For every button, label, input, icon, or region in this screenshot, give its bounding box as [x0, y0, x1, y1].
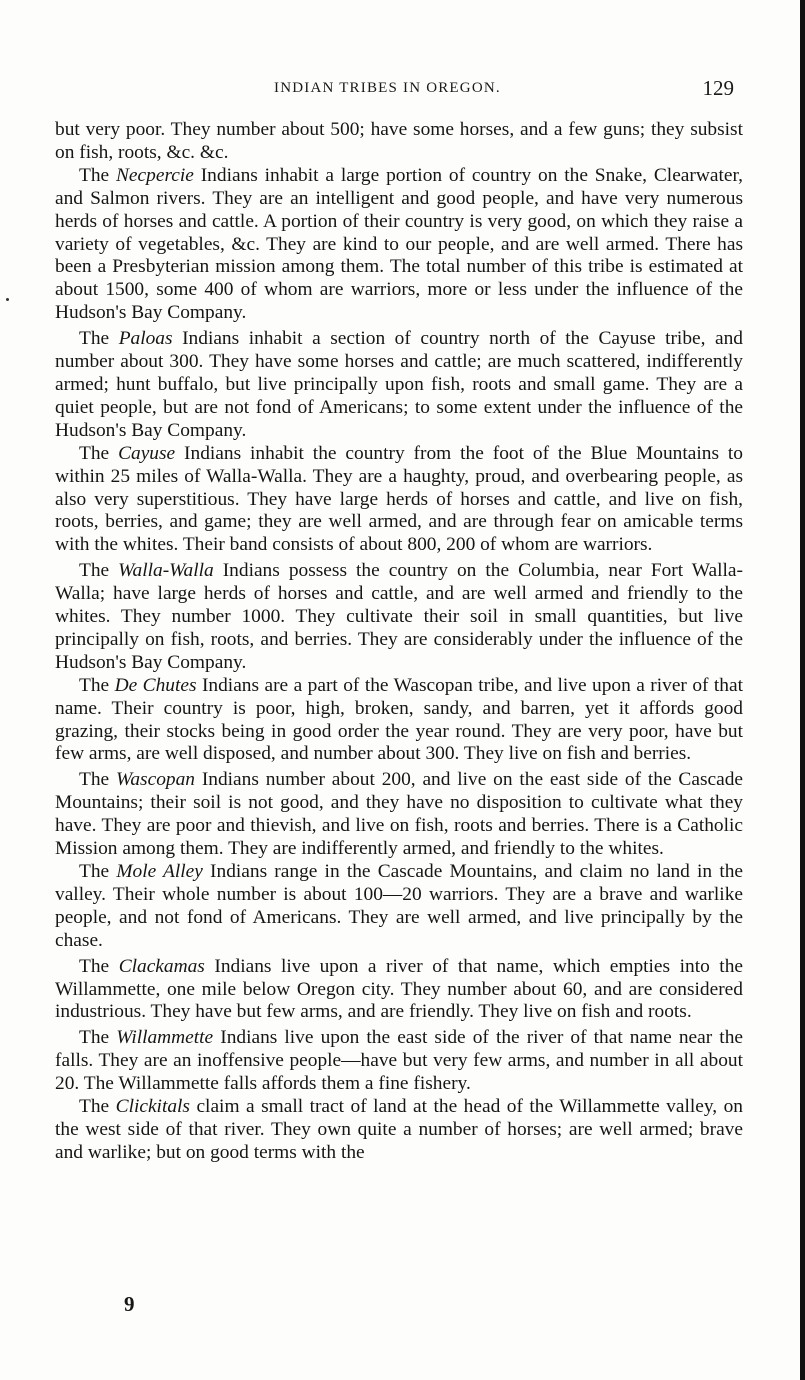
- tribe-name: Necpercie: [116, 164, 194, 186]
- tribe-name: Willammette: [116, 1027, 214, 1049]
- paragraph-continuation: but very poor. They number about 500; have some horses, and a few guns; they subsist on fish, roots, &c. &c.: [55, 119, 743, 163]
- body-text: [55, 119, 743, 1165]
- margin-speck: [6, 298, 9, 301]
- paragraph-walla-walla: The Walla-Walla Indians possess the country on the Columbia, near Fort Walla-Walla; have large herds of horses and cattle, and are well armed and friendly to the whites. They number 1000. They cultivate their soil in small quantities, but live principally on fish, roots, and berries. They are considerably under the influence of the Hudson's Bay Company.: [55, 560, 743, 673]
- tribe-name: Clickitals: [115, 1096, 190, 1118]
- paragraph-mole-alley: The Mole Alley Indians range in the Cascade Mountains, and claim no land in the valley. Their whole number is about 100—20 warriors. They are a brave and warlike people, and not fond of Americans. They are well armed, and live principally by the chase.: [55, 861, 744, 951]
- paragraph-clackamas: The Clackamas Indians live upon a river of that name, which empties into the Willammette, one mile below Oregon city. They number about 60, and are considered industrious. They have but few arms, and are friendly. They live on fish and roots.: [55, 955, 743, 1023]
- running-title: INDIAN TRIBES IN OREGON.: [274, 80, 501, 96]
- paragraph-cayuse: The Cayuse Indians inhabit the country from the foot of the Blue Mountains to within 25 miles of Walla-Walla. They are a haughty, proud, and overbearing people, as also very superstitious. They have large herds of horses and cattle, and live on fish, roots, berries, and game; they are well armed, and are through fear on amicable terms with the whites. Their band consists of about 800, 200 of whom are warriors.: [55, 442, 743, 556]
- paragraph-de-chutes: The De Chutes Indians are a part of the Wascopan tribe, and live upon a river of that name. Their country is poor, high, broken, sandy, and barren, yet it affords good grazing, their stocks being in good order the year round. They are very poor, have but few arms, are well disposed, and number about 300. They live on fish and berries.: [55, 674, 743, 765]
- tribe-name: Mole Alley: [116, 861, 203, 882]
- tribe-name: Paloas: [118, 328, 173, 350]
- paragraph-necpercie: The Necpercie Indians inhabit a large portion of country on the Snake, Clearwater, and Salmon rivers. They are an intelligent and good people, and have very numerous herds of horses and cattle. A portion of their country is very good, on which they raise a variety of vegetables, &c. They are kind to our people, and are well armed. There has been a Presbyterian mission among them. The total number of this tribe is estimated at about 1500, some 400 of whom are warriors, more or less under the influence of the Hudson's Bay Company.: [55, 164, 743, 324]
- page-number: 129: [702, 76, 734, 100]
- paragraph-paloas: The Paloas Indians inhabit a section of country north of the Cayuse tribe, and number about 300. They have some horses and cattle; are much scattered, indifferently armed; hunt buffalo, but live principally upon fish, roots and small game. They are a quiet people, but are not fond of Americans; to some extent under the influence of the Hudson's Bay Company.: [55, 328, 743, 441]
- page-header: [60, 76, 740, 102]
- paragraph-wascopan: The Wascopan Indians number about 200, and live on the east side of the Cascade Mountains; their soil is not good, and they have no disposition to cultivate what they have. They are poor and thievish, and live on fish, roots and berries. There is a Catholic Mission among them. They are indifferently armed, and friendly to the whites.: [55, 769, 744, 860]
- tribe-name: Wascopan: [115, 769, 195, 791]
- scan-edge: [800, 0, 805, 1380]
- paragraph-clickitals: The Clickitals claim a small tract of land at the head of the Willammette valley, on the west side of that river. They own quite a number of horses; are well armed; brave and warlike; but on good terms with the: [55, 1096, 743, 1163]
- tribe-name: Walla-Walla: [118, 560, 214, 582]
- paragraph-willammette: The Willammette Indians live upon the east side of the river of that name near the falls. They are an inoffensive people—have but very few arms, and number in all about 20. The Willammette falls affords them a fine fishery.: [55, 1027, 743, 1095]
- tribe-name: Clackamas: [118, 955, 205, 977]
- tribe-name: Cayuse: [118, 442, 176, 464]
- tribe-name: De Chutes: [114, 674, 197, 696]
- signature-mark: 9: [124, 1292, 135, 1316]
